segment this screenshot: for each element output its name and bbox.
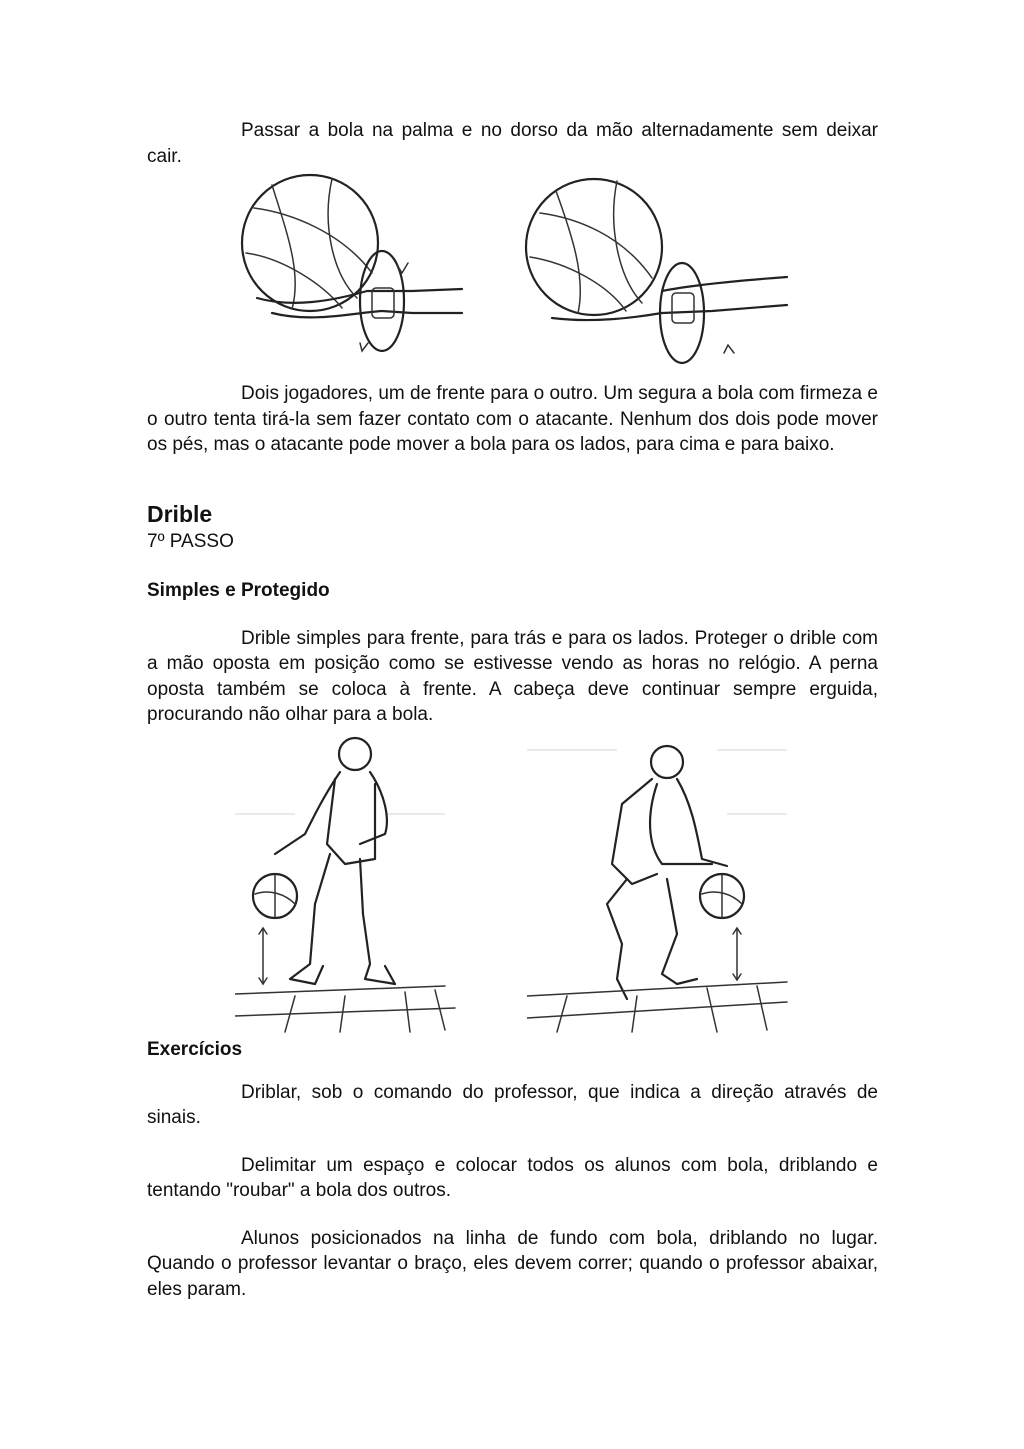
figure-ball-palm-back [147,173,878,381]
exercise-3: Alunos posicionados na linha de fundo com bola, driblando no lugar. Quando o professor levantar o braço, eles devem correr; quando o professor abaixar, eles param. [147,1227,878,1300]
illustration-player-protected-dribble [235,734,465,1034]
exercises-title: Exercícios [147,1038,243,1060]
paragraph-ball-handling: Passar a bola na palma e no dorso da mão alternadamente sem deixar cair. [147,120,878,167]
illustration-ball-on-back-of-hand [522,173,792,381]
paragraph-two-players: Dois jogadores, um de frente para o outro. Um segura a bola com firmeza e o outro tenta tirá-la sem fazer contato com o atacante. Nenhum dos dois pode mover os pés, mas o atacante pode mover a bola para os lados, para cima e para baixo. [147,383,878,455]
paragraph-dribble-description: Drible simples para frente, para trás e para os lados. Proteger o drible com a mão oposta em posição como se estivesse vendo as horas no relógio. A perna oposta também se coloca à frente. A cabeça deve continuar sempre erguida, procurando não olhar para a bola. [147,627,878,725]
figure-dribbling-players [147,734,878,1034]
exercise-2: Delimitar um espaço e colocar todos os alunos com bola, driblando e tentando "roubar" a bola dos outros. [147,1154,878,1201]
section-title-drible: Drible [147,500,213,527]
illustration-ball-on-palm [232,173,482,381]
step-label: 7º PASSO [147,530,234,552]
document-page [147,118,878,1302]
illustration-player-low-dribble [527,734,797,1034]
exercise-1: Driblar, sob o comando do professor, que indica a direção através de sinais. [147,1081,878,1128]
subsection-title: Simples e Protegido [147,579,330,601]
